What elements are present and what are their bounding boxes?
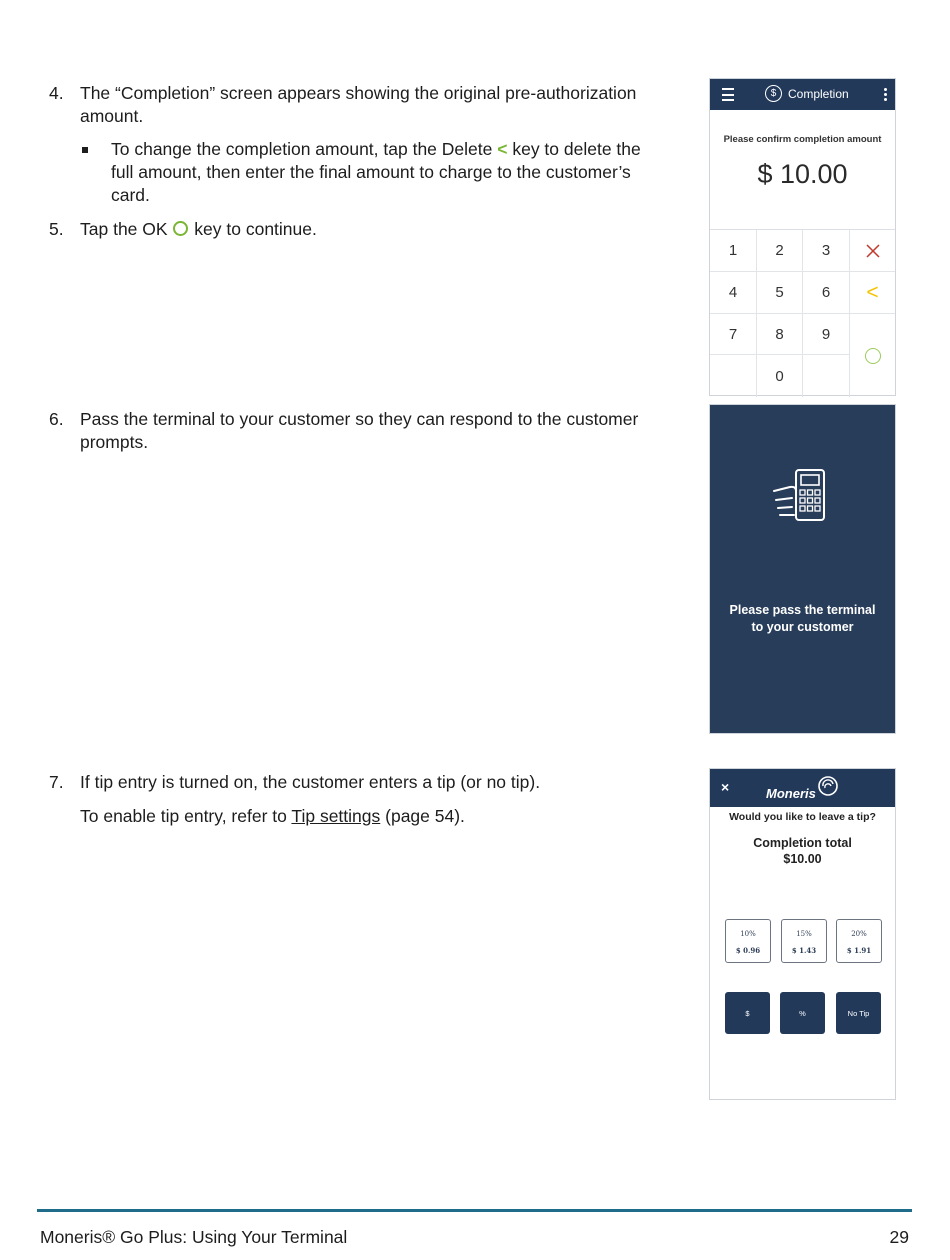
key-2[interactable]: 2 (757, 230, 803, 272)
step-number: 6. (49, 409, 64, 429)
dollar-icon: $ (765, 85, 782, 102)
subtext-after: (page 54). (380, 806, 465, 826)
total-label: Completion total (753, 836, 852, 850)
step-number: 4. (49, 83, 64, 103)
page-number: 29 (889, 1227, 909, 1247)
empty-key (803, 355, 850, 397)
tip-option-10[interactable] (725, 919, 771, 963)
moneris-logo-icon (817, 775, 839, 797)
total-value: $10.00 (783, 852, 822, 866)
custom-percent-button[interactable]: % (780, 992, 825, 1034)
tip-amount: $ 0.96 (735, 946, 761, 955)
step-5 (49, 218, 659, 241)
key-4[interactable]: 4 (710, 272, 757, 314)
footer-rule (37, 1209, 912, 1212)
key-6[interactable]: 6 (803, 272, 850, 314)
bullet-text-before: To change the completion amount, tap the Delete (111, 139, 498, 159)
tip-screen (709, 768, 896, 1100)
ok-key[interactable] (850, 314, 895, 397)
tip-percent: 15% (796, 930, 812, 938)
screen-header (710, 769, 895, 807)
step-number: 7. (49, 772, 64, 792)
key-5[interactable]: 5 (757, 272, 803, 314)
step-text: Pass the terminal to your customer so they can respond to the customer prompts. (80, 409, 639, 452)
no-tip-button[interactable]: No Tip (836, 992, 881, 1034)
bullet-square (82, 147, 88, 153)
confirm-prompt: Please confirm completion amount (723, 134, 882, 145)
cancel-key[interactable] (850, 230, 895, 272)
custom-dollar-button[interactable]: $ (725, 992, 770, 1034)
empty-key (710, 355, 757, 397)
subtext-before: To enable tip entry, refer to (80, 806, 292, 826)
tip-percent: 20% (851, 930, 867, 938)
brand-name: Moneris (766, 786, 816, 801)
tip-question: Would you like to leave a tip? (729, 811, 876, 823)
tip-settings-link[interactable]: Tip settings (291, 806, 381, 826)
hand-terminal-icon (772, 467, 832, 523)
ok-circle-icon (865, 348, 881, 364)
close-button[interactable]: × (721, 779, 730, 795)
pass-line-1: Please pass the terminal (729, 603, 876, 617)
key-9[interactable]: 9 (803, 314, 850, 355)
amount-display: $ 10.00 (757, 159, 848, 189)
completion-screen (709, 78, 896, 396)
screen-title: Completion (788, 87, 849, 101)
step-text-before: Tap the OK (80, 219, 173, 239)
close-x-icon (866, 244, 880, 258)
step-number: 5. (49, 219, 64, 239)
tip-amount: $ 1.91 (846, 946, 872, 955)
tip-option-15[interactable] (781, 919, 827, 963)
key-8[interactable]: 8 (757, 314, 803, 355)
key-3[interactable]: 3 (803, 230, 850, 272)
step-text: The “Completion” screen appears showing the original pre-authorization amount. (80, 83, 637, 126)
key-1[interactable]: 1 (710, 230, 757, 272)
delete-key[interactable]: < (850, 272, 895, 314)
step-6 (49, 408, 659, 454)
footer-title: Moneris® Go Plus: Using Your Terminal (40, 1227, 348, 1247)
bullet-item (80, 138, 659, 207)
pass-terminal-screen (709, 404, 896, 734)
pass-message (710, 602, 895, 636)
key-0[interactable]: 0 (757, 355, 803, 397)
tip-percent: 10% (740, 930, 756, 938)
key-7[interactable]: 7 (710, 314, 757, 355)
step-text: If tip entry is turned on, the customer enters a tip (or no tip). (80, 772, 541, 792)
step-7 (49, 771, 659, 828)
more-options-icon[interactable] (884, 88, 887, 101)
bullet-text-after: key to delete the full amount, then enter the final amount to charge to the customer’s card. (111, 139, 641, 205)
step-4 (49, 82, 659, 207)
tip-amount: $ 1.43 (791, 946, 817, 955)
step-text-after: key to continue. (189, 219, 317, 239)
delete-key-symbol: < (497, 139, 508, 159)
ok-circle-icon (173, 221, 188, 236)
pass-line-2: to your customer (751, 620, 854, 634)
tip-option-20[interactable] (836, 919, 882, 963)
keypad (710, 229, 895, 397)
menu-icon[interactable] (722, 88, 734, 101)
step-subtext (80, 805, 659, 828)
screen-header (710, 79, 895, 110)
